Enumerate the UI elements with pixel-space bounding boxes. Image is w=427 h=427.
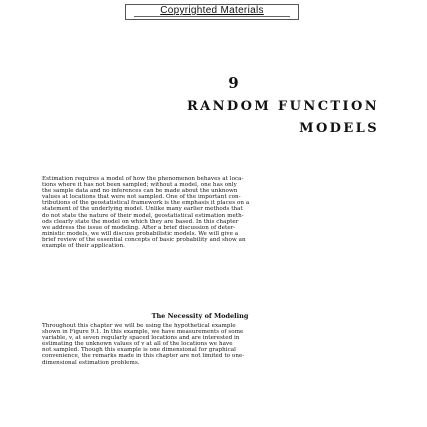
text-line: convenience, the remarks made in this chapter are not limited to one- (42, 353, 245, 360)
text-line: variable, v, at seven regularly spaced locations and are interested in (42, 335, 240, 342)
text-line: tions where it has not been sampled; without a model, one has only (42, 182, 237, 189)
text-line: example of their application. (42, 243, 125, 250)
chapter-title-line-2: MODELS (299, 121, 379, 136)
chapter-number: 9 (228, 74, 239, 92)
text-line: we address the issue of modeling. After a brief discussion of deter- (42, 224, 236, 231)
text-line: dimensional estimation problems. (42, 359, 140, 366)
text-line: statement of the underlying model. Unlike many earlier methods that (42, 206, 243, 213)
text-line: Estimation requires a model of how the phenomenon behaves at loca- (42, 176, 244, 182)
text-line: the sample data and no inferences can be made about the unknown (42, 188, 238, 195)
chapter-title (187, 96, 379, 140)
text-line: brief review of the essential concepts of basic probability and show an (42, 236, 246, 243)
text-line: values at locations that were not sampled. One of the important con- (42, 194, 241, 201)
copyright-text: Copyrighted Materials (160, 5, 264, 16)
text-line: do not state the nature of their model, geostatistical estimation meth- (42, 212, 244, 219)
text-line: shown in Figure 9.1. In this example, we have measurements of some (42, 329, 244, 336)
section-paragraph (42, 323, 360, 366)
copyright-banner (125, 4, 299, 20)
intro-paragraph (42, 176, 360, 249)
text-line: Throughout this chapter we will be using the hypothetical example (42, 323, 236, 329)
section-heading: The Necessity of Modeling (151, 312, 249, 320)
text-line: not sampled. Though this example is one dimensional for graphical (42, 347, 237, 354)
copyright-rule (134, 16, 290, 17)
chapter-title-line-1: RANDOM FUNCTION (186, 99, 379, 114)
text-line: tributions of the geostatistical framework is the emphasis it places on a (42, 200, 250, 207)
text-line: ministic models, we will discuss probabilistic models. We will give a (42, 230, 239, 237)
text-line: ods clearly state the model on which they are based. In this chapter (42, 218, 239, 225)
text-line: estimating the unknown values of v at all of the locations we have (42, 341, 233, 348)
